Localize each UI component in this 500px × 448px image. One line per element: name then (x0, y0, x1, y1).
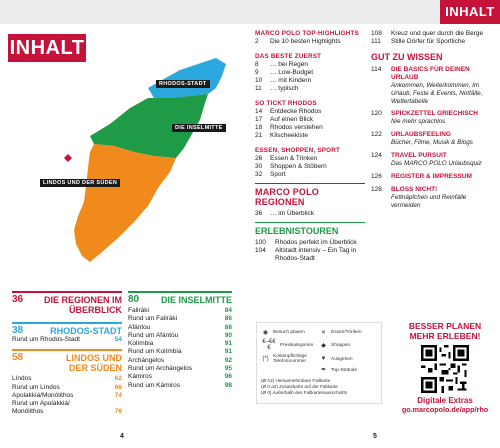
list-item[interactable] (128, 382, 232, 390)
digital-extras (392, 322, 498, 414)
eye-icon: ◉ (262, 330, 269, 336)
entry-page: 10 (255, 77, 263, 84)
list-item-label: Rund um Rhodos-Stadt (12, 336, 80, 343)
toc-entry[interactable] (255, 163, 365, 171)
list-item[interactable] (12, 392, 122, 400)
entry-title: Altstadt intensiv – Ein Tag in Rhodos-Stadt (275, 247, 357, 262)
entry-page: 36 (255, 210, 263, 217)
gut-zu-wissen-head: GUT ZU WISSEN (371, 52, 443, 62)
list-item[interactable] (128, 315, 232, 323)
entry-page: 8 (255, 61, 259, 68)
list-item[interactable] (12, 400, 122, 408)
toc-entry[interactable] (255, 247, 365, 263)
toc-entry[interactable] (371, 173, 496, 181)
list-item-page: 62 (114, 375, 122, 383)
entry-title: Rhodos perfekt im Überblick (275, 239, 357, 246)
section-inselmitte[interactable] (128, 293, 232, 305)
toc-entry[interactable] (255, 108, 365, 116)
entry-title: Die 10 besten Highlights (270, 38, 341, 45)
list-item-label: Rund um Kámiros (128, 381, 181, 389)
toc-entry[interactable] (255, 239, 365, 247)
section-number: 58 (12, 352, 24, 364)
legend-label: Kostenpflichtige Telefonnummer (273, 354, 307, 364)
list-item-page: 98 (224, 381, 232, 389)
list-item-label: Rund um Afántou (128, 331, 179, 339)
entry-page: 122 (371, 131, 382, 139)
entry-title: URLAUBSFEELING (391, 131, 451, 139)
top-bar-grey (0, 0, 440, 24)
toc-entry[interactable] (255, 85, 365, 93)
entry-subtitle: Bücher, Filme, Musik & Blogs (391, 139, 473, 147)
entry-title: Stille Dörfer für Sportliche (391, 38, 466, 45)
list-item-page: 76 (114, 408, 122, 416)
list-item[interactable] (128, 357, 232, 365)
entry-page: 2 (255, 38, 259, 45)
entry-page: 14 (255, 108, 263, 115)
legend-note: (Ø A2) Herausnehmbare Faltkarte (261, 378, 331, 383)
list-item-label: Kámiros (128, 373, 152, 381)
beach-icon: ☂ (320, 368, 327, 374)
entry-page: 124 (371, 151, 382, 159)
entry-page: 26 (255, 155, 263, 162)
list-item-label: Rund um Líndos (12, 383, 60, 391)
entry-title: Rhodos verstehen (270, 124, 323, 131)
toc-entry[interactable] (371, 152, 496, 160)
region-list-left (12, 291, 122, 417)
entry-title: Shoppen & Stöbern (270, 163, 327, 170)
entry-page: 108 (371, 30, 382, 37)
entry-page: 21 (255, 132, 263, 139)
legend-note: (Ø 0 a2) Zusatzkarte auf der Faltkarte (261, 384, 338, 389)
list-item[interactable] (128, 340, 232, 348)
extras-head-2: MEHR ERLEBEN! (409, 330, 481, 341)
erlebnistouren-head: ERLEBNISTOUREN (255, 226, 339, 236)
map-region-lindos (74, 144, 176, 262)
list-item-page: 96 (224, 373, 232, 381)
toc-column-2 (371, 30, 496, 209)
entry-title: Klischeekiste (270, 132, 308, 139)
list-item-label: Rund um Archángelos (128, 365, 192, 373)
list-item[interactable] (128, 373, 232, 381)
legend-label: Ausgehen (331, 356, 353, 362)
list-item[interactable] (12, 408, 122, 416)
toc-entry[interactable] (371, 110, 496, 118)
map-islet (64, 154, 72, 162)
group-head: SO TICKT RHODOS (255, 100, 317, 107)
section-title: LINDOS UND DER SÜDEN (66, 353, 122, 374)
toc-entry[interactable] (255, 132, 365, 140)
entry-title: Kreuz und quer durch die Berge (391, 30, 484, 37)
toc-entry[interactable] (255, 77, 365, 85)
entry-subtitle: Das MARCO POLO Urlaubsquiz (391, 159, 482, 167)
list-item-page: 66 (114, 383, 122, 391)
group-head: DAS BESTE ZUERST (255, 53, 322, 60)
section-title: RHODOS-STADT (50, 326, 122, 336)
entry-subtitle: Fettnäpfchen und Reinfälle vermeiden (391, 193, 467, 209)
entry-page: 120 (371, 110, 382, 118)
list-item[interactable] (128, 307, 232, 315)
toc-entry[interactable] (255, 61, 365, 69)
list-item[interactable] (12, 384, 122, 392)
glass-icon: ▼ (320, 356, 327, 362)
toc-entry[interactable] (371, 30, 496, 38)
list-item[interactable] (12, 375, 122, 383)
list-item-label: Rund um Kolímbia (128, 348, 182, 356)
toc-entry[interactable] (371, 186, 496, 194)
section-title: DIE INSELMITTE (160, 295, 232, 305)
list-item-page: 91 (224, 348, 232, 356)
group-head: MARCO POLO TOP-HIGHLIGHTS (255, 30, 359, 37)
list-item-label: Líndos (12, 375, 32, 383)
list-item-label: Apolakkiá/Monólithos (12, 391, 74, 399)
list-item-label: Monólithos (12, 408, 44, 416)
entry-title: … Low-Budget (270, 69, 313, 76)
map-label-lindos: LINDOS UND DER SÜDEN (40, 179, 120, 187)
legend-note: (Ø 0) Außerhalb des Faltkartenausschnitts (261, 390, 348, 395)
entry-page: 126 (371, 172, 382, 180)
phone-icon: (*) (262, 356, 269, 362)
region-list-inselmitte (128, 291, 232, 390)
legend-label: Essen/Trinken (331, 330, 362, 335)
entry-page: 111 (371, 38, 381, 45)
entry-title: … im Überblick (270, 210, 315, 217)
entry-title: BLOSS NICHT! (391, 185, 438, 193)
divider (255, 222, 365, 223)
toc-entry[interactable] (371, 131, 496, 139)
toc-entry[interactable] (255, 116, 365, 124)
entry-page: 9 (255, 69, 259, 76)
extras-digital: Digitale Extras (417, 396, 473, 405)
toc-entry[interactable] (255, 171, 365, 179)
map-label-rhodos-stadt: RHODOS-STADT (156, 80, 210, 88)
list-item-label: Rund um Faliráki (128, 315, 178, 323)
list-item-page: 84 (224, 307, 232, 314)
list-item-page: 54 (114, 336, 122, 343)
extras-head-1: BESSER PLANEN (408, 321, 482, 331)
legend-label: Top-Strände (331, 368, 358, 373)
entry-title: Essen & Trinken (270, 155, 318, 162)
entry-title: SPICKZETTEL GRIECHISCH (391, 110, 478, 118)
divider (255, 183, 365, 184)
map-region-rhodos-stadt (148, 58, 226, 98)
entry-subtitle: Ankommen, Weiterkommen, Im Urlaub, Feste & Events, Notfälle, Wettertabelle (391, 82, 483, 105)
page-title: INHALT (8, 34, 86, 62)
section-number: 38 (12, 325, 24, 336)
regionen-head: MARCO POLO REGIONEN (255, 187, 319, 207)
section-lindos[interactable] (12, 351, 122, 373)
entry-subtitle: Nie mehr sprachlos (391, 118, 446, 126)
list-item-page: 92 (224, 356, 232, 364)
rhodes-map (30, 40, 240, 272)
page-number-left: 4 (120, 433, 124, 440)
list-item-page: 86 (224, 315, 232, 323)
list-item[interactable] (128, 324, 232, 332)
entry-page: 30 (255, 163, 263, 170)
list-item[interactable] (128, 365, 232, 373)
entry-page: 32 (255, 171, 263, 178)
list-item-label: Kolímbia (128, 340, 154, 348)
toc-entry[interactable] (371, 38, 496, 46)
cutlery-icon: ✕ (320, 330, 327, 336)
top-bar (0, 0, 500, 24)
list-item-page: 95 (224, 365, 232, 373)
section-regionen[interactable] (12, 293, 122, 315)
entry-title: … typisch (270, 85, 299, 92)
list-item[interactable] (128, 332, 232, 340)
list-item[interactable] (12, 336, 122, 344)
section-rhodos-stadt[interactable] (12, 324, 122, 336)
entry-page: 17 (255, 116, 263, 123)
list-item-label: Faliráki (128, 307, 149, 314)
legend-label: Shoppen (331, 342, 351, 348)
legend-label: Preiskategorien (280, 342, 314, 348)
bag-icon: ◆ (321, 342, 326, 349)
euro-icon: €–€€€ (262, 339, 276, 351)
entry-title: Sport (270, 171, 286, 178)
section-number: 36 (12, 294, 24, 305)
toc-entry[interactable] (255, 155, 365, 163)
entry-title: REGISTER & IMPRESSUM (391, 172, 472, 180)
qr-code[interactable] (421, 345, 469, 393)
toc-entry[interactable] (255, 124, 365, 132)
toc-entry[interactable] (255, 210, 365, 218)
list-item-page: 74 (114, 391, 122, 399)
entry-title: Entdecke Rhodos (270, 108, 322, 115)
entry-title: TRAVEL PURSUIT (391, 151, 447, 159)
list-item-page: 91 (224, 340, 232, 348)
list-item-page: 90 (224, 331, 232, 339)
toc-entry[interactable] (371, 66, 496, 82)
entry-title: DIE BASICS FÜR DEINEN URLAUB (391, 66, 470, 81)
section-title: DIE REGIONEN IM ÜBERBLICK (44, 295, 123, 315)
toc-column-1 (255, 30, 365, 263)
entry-title: … bei Regen (270, 61, 308, 68)
symbol-legend (256, 322, 382, 404)
entry-title: Auf einen Blick (270, 116, 313, 123)
legend-label: Besuch planen (273, 330, 305, 335)
list-item-label: Archángelos (128, 356, 165, 364)
entry-page: 114 (371, 66, 382, 73)
toc-entry[interactable] (255, 38, 365, 46)
entry-page: 11 (255, 85, 262, 92)
toc-entry[interactable] (255, 69, 365, 77)
entry-page: 100 (255, 239, 266, 246)
list-item-page: 88 (224, 323, 232, 331)
list-item-label: Rund um Apolakkiá/ (12, 400, 70, 408)
header-tab: INHALT (440, 0, 500, 24)
entry-page: 104 (255, 247, 266, 254)
group-head: ESSEN, SHOPPEN, SPORT (255, 147, 341, 154)
entry-page: 18 (255, 124, 263, 131)
list-item-label: Afántou (128, 323, 151, 331)
extras-url[interactable]: go.marcopolo.de/app/rho (401, 405, 489, 414)
list-item[interactable] (128, 348, 232, 356)
entry-page: 128 (371, 185, 382, 193)
section-number: 80 (128, 294, 140, 305)
map-label-inselmitte: DIE INSELMITTE (172, 124, 226, 132)
page-number-right: 5 (373, 433, 377, 440)
entry-title: … mit Kindern (270, 77, 312, 84)
